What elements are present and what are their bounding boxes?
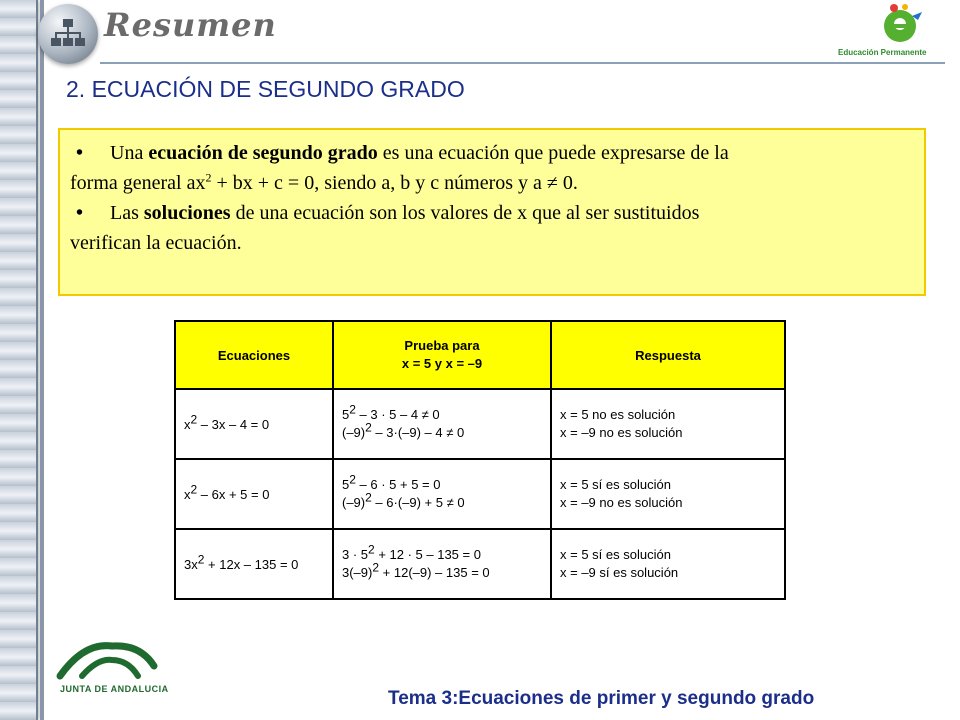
equation-text: – 3x – 4 = 0 [197, 416, 270, 432]
header-prueba-line-2: x = 5 y x = –9 [401, 356, 483, 371]
definition-box [58, 128, 926, 296]
general-form-end: + bx + c = 0, siendo a, b y c números y a ≠ 0. [211, 172, 578, 194]
junta-de-andalucia-logo [54, 636, 164, 682]
test-text: + 12(–9) – 135 = 0 [379, 565, 490, 580]
footer-title: Tema 3:Ecuaciones de primer y segundo grado [388, 688, 815, 709]
header-respuesta: Respuesta [551, 321, 785, 389]
test-text: – 6 · 5 + 5 = 0 [355, 477, 441, 492]
definition-continuation: verifican la ecuación. [70, 232, 242, 254]
junta-text: JUNTA DE ANDALUCIA [60, 684, 169, 694]
equation-exponent: 2 [190, 412, 198, 427]
answer-line-1: x = 5 sí es solución [560, 477, 671, 492]
bullet-2-text-start: Las [110, 202, 144, 224]
header-divider [100, 62, 945, 64]
equation-cell [175, 529, 333, 599]
section-title: 2. ECUACIÓN DE SEGUNDO GRADO [66, 76, 465, 102]
test-cell [333, 459, 551, 529]
bullet-1-text-start: Una [110, 142, 149, 164]
answer-line-2: x = –9 no es solución [560, 495, 683, 510]
test-text: + 12 · 5 – 135 = 0 [374, 547, 481, 562]
answer-cell [551, 389, 785, 459]
test-cell [333, 389, 551, 459]
sitemap-icon [38, 4, 98, 64]
equations-table [174, 320, 786, 600]
table-header-row [175, 321, 785, 389]
answer-line-2: x = –9 no es solución [560, 425, 683, 440]
test-text: – 6·(–9) + 5 ≠ 0 [371, 495, 465, 510]
definition-bullet-2 [70, 198, 914, 228]
equation-exponent: 2 [197, 552, 205, 567]
header-title: Resumen [104, 6, 277, 44]
bullet-2-text-end: de una ecuación son los valores de x que al ser sustituidos [230, 202, 700, 224]
definition-bullet-1 [70, 138, 914, 168]
header-prueba-line-1: Prueba para [404, 338, 480, 353]
test-exponent: 2 [365, 420, 372, 435]
binder-strip [0, 0, 38, 720]
bullet-2-term: soluciones [143, 202, 231, 224]
answer-line-1: x = 5 sí es solución [560, 547, 671, 562]
test-line-1 [342, 402, 542, 424]
bullet-icon: • [76, 142, 84, 164]
header-prueba [333, 321, 551, 389]
equation-text: 3x [184, 556, 198, 572]
bullet-1-term: ecuación de segundo grado [148, 142, 378, 164]
answer-cell [551, 529, 785, 599]
test-text: – 3 · 5 – 4 ≠ 0 [355, 407, 440, 422]
table-row [175, 459, 785, 529]
general-form-exponent: 2 [205, 170, 212, 185]
test-exponent: 2 [372, 560, 380, 575]
brand-text: Educación Permanente [838, 48, 927, 57]
test-text: – 3·(–9) – 4 ≠ 0 [371, 425, 465, 440]
bullet-icon: • [76, 202, 84, 224]
table-row [175, 389, 785, 459]
equation-text: x [184, 486, 191, 502]
test-cell [333, 529, 551, 599]
test-exponent: 2 [349, 402, 356, 417]
test-line-2 [342, 420, 542, 442]
test-text: 5 [342, 477, 350, 492]
test-text: (–9) [342, 425, 366, 440]
equation-cell [175, 459, 333, 529]
answer-line-2: x = –9 sí es solución [560, 565, 679, 580]
test-line-2 [342, 560, 542, 582]
answer-line-1: x = 5 no es solución [560, 407, 676, 422]
definition-general-form [70, 168, 914, 198]
general-form-start: forma general ax [70, 172, 206, 194]
test-text: 3(–9) [342, 565, 373, 580]
table-row [175, 529, 785, 599]
test-exponent: 2 [349, 472, 356, 487]
test-line-2 [342, 490, 542, 512]
test-text: 5 [342, 407, 350, 422]
test-text: 3 · 5 [342, 547, 369, 562]
educacion-permanente-logo [872, 2, 928, 48]
equation-text: + 12x – 135 = 0 [204, 556, 299, 572]
test-exponent: 2 [368, 542, 375, 557]
equation-cell [175, 389, 333, 459]
test-text: (–9) [342, 495, 366, 510]
equation-text: – 6x + 5 = 0 [197, 486, 270, 502]
header-ecuaciones: Ecuaciones [175, 321, 333, 389]
test-line-1 [342, 472, 542, 494]
equation-exponent: 2 [190, 482, 198, 497]
test-exponent: 2 [365, 490, 372, 505]
bullet-1-text-end: es una ecuación que puede expresarse de la [377, 142, 729, 164]
equation-text: x [184, 416, 191, 432]
answer-cell [551, 459, 785, 529]
